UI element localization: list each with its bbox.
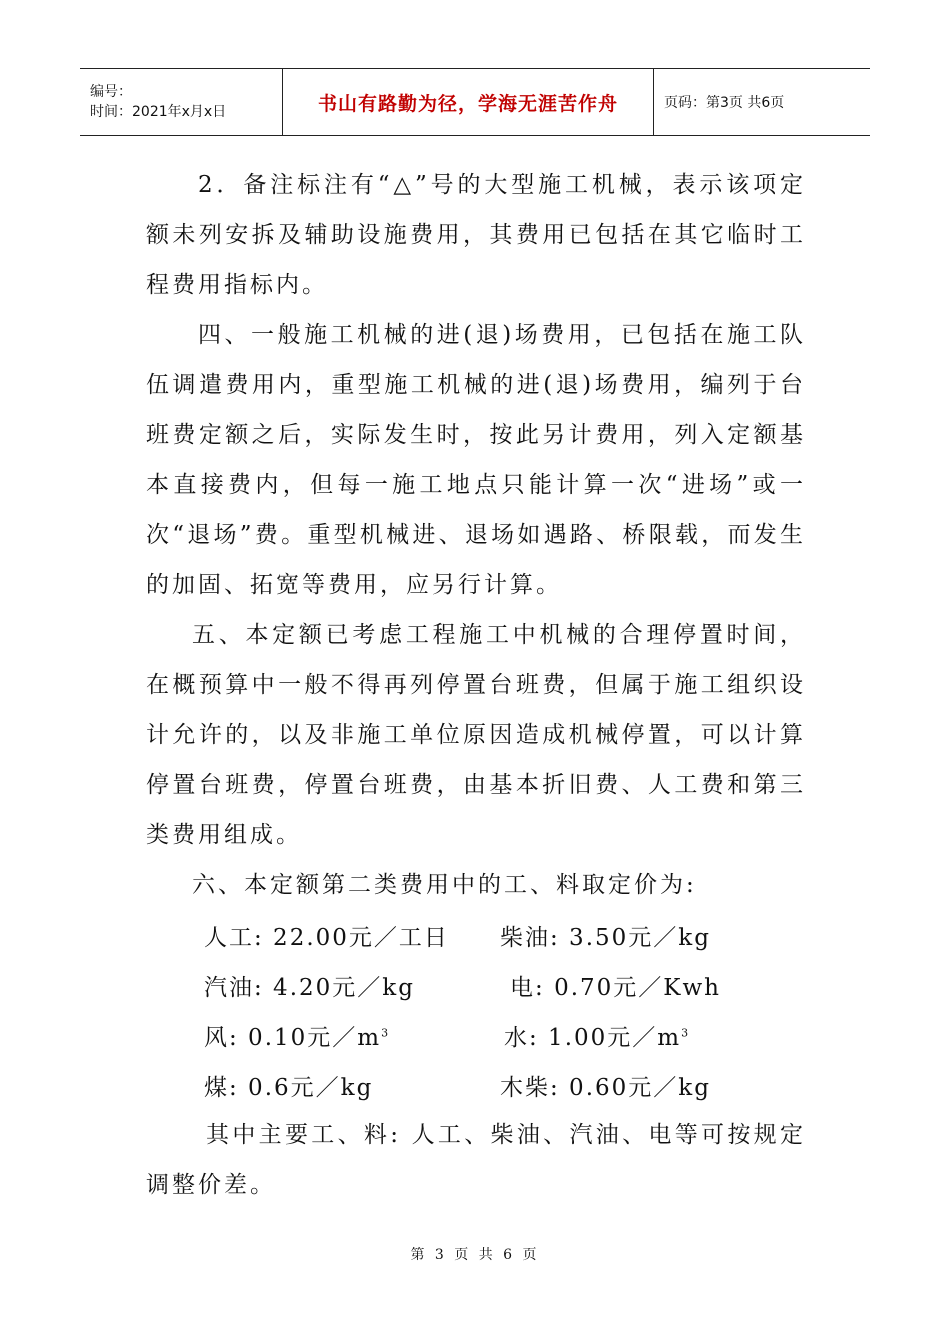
price-row (146, 960, 806, 1010)
page-footer: 第 3 页 共 6 页 (410, 1247, 540, 1263)
price-item-text: 风: 0.10元／m (204, 1024, 382, 1051)
price-item: 木柴: 0.60元／kg (500, 1074, 711, 1101)
paragraph-note-2: 2．备注标注有“△”号的大型施工机械，表示该项定额未列安拆及辅助设施费用，其费用已包括在其它临时工程费用指标内。 (146, 172, 806, 298)
price-row (146, 1010, 806, 1060)
price-item-text: 水: 1.00元／m (504, 1024, 682, 1051)
header-page-info: 页码：第3页 共6页 (664, 95, 785, 111)
price-list (146, 910, 806, 1110)
superscript: 3 (681, 1025, 691, 1039)
price-item: 电: 0.70元／Kwh (510, 974, 721, 1001)
time-label: 时间：2021年x月x日 (90, 104, 227, 120)
paragraph-section-4: 四、一般施工机械的进(退)场费用，已包括在施工队伍调遣费用内，重型施工机械的进(退)场费用，编列于台班费定额之后，实际发生时，按此另计费用，列入定额基本直接费内，但每一施工地点只能计算一次“进场”或一次“退场”费。重型机械进、退场如遇路、桥限载，而发生的加固、拓宽等费用，应另行计算。 (146, 322, 806, 598)
price-item (204, 1019, 500, 1052)
header-meta (80, 69, 282, 135)
page-header (80, 68, 870, 136)
price-item: 汽油: 4.20元／kg (204, 974, 415, 1001)
price-item: 煤: 0.6元／kg (204, 1074, 374, 1101)
price-row (146, 910, 806, 960)
paragraph-section-5: 五、本定额已考虑工程施工中机械的合理停置时间，在概预算中一般不得再列停置台班费，但属于施工组织设计允许的，以及非施工单位原因造成机械停置，可以计算停置台班费，停置台班费，由基本折旧费、人工费和第三类费用组成。 (146, 622, 806, 848)
header-motto: 书山有路勤为径，学海无涯苦作舟 (282, 69, 654, 135)
superscript: 3 (381, 1025, 391, 1039)
price-row (146, 1060, 806, 1110)
paragraph-closing: 其中主要工、料: 人工、柴油、汽油、电等可按规定调整价差。 (146, 1122, 806, 1198)
price-item: 柴油: 3.50元／kg (500, 924, 711, 951)
number-label: 编号： (90, 84, 132, 100)
paragraph-section-6: 六、本定额第二类费用中的工、料取定价为: (192, 872, 697, 898)
price-item: 人工: 22.00元／工日 (204, 924, 449, 951)
document-body (146, 160, 806, 1210)
price-item (500, 1019, 804, 1052)
